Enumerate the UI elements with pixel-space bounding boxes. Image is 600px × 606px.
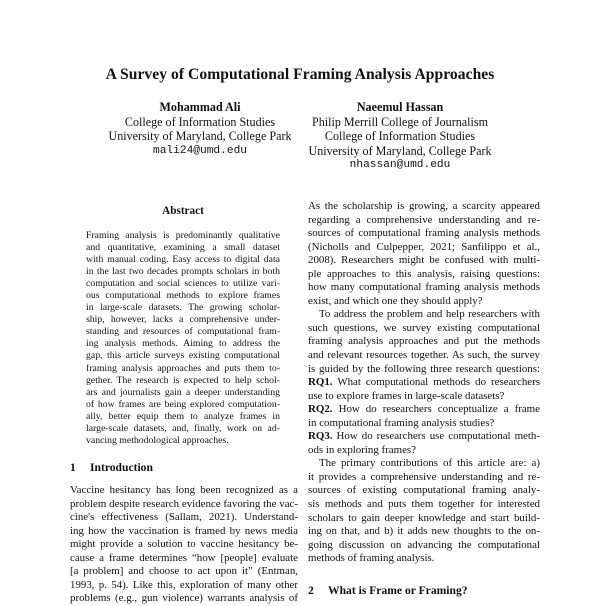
section-title: Introduction [90, 461, 153, 474]
abstract-line: with manual coding. Easy access to digital data [86, 254, 280, 266]
author-affiliation: College of Information Studies [324, 129, 476, 144]
body-line: ing on that, and b) it adds new thoughts to the on- [308, 525, 540, 538]
body-line: (Nicholls and Culpepper, 2021; Sanfilippo et al., [308, 240, 540, 253]
abstract-line: gether. The research is expected to help schol- [86, 374, 280, 386]
author-name: Mohammad Ali [159, 100, 241, 114]
body-line: going discussion on advancing the computational [308, 538, 540, 551]
paper-title: A Survey of Computational Framing Analysis Approaches [105, 66, 495, 83]
abstract-body [86, 230, 280, 447]
abstract-line: standing and resources of computational fram- [86, 326, 280, 338]
section-number: 2 [308, 584, 314, 597]
rq-label: RQ2. [308, 403, 333, 416]
author-affiliation: Philip Merrill College of Journalism [311, 114, 488, 129]
author-affiliation: University of Maryland, College Park [108, 129, 292, 144]
body-line: To address the problem and help researchers with [319, 308, 540, 321]
abstract-line: vancing methodological approaches. [86, 434, 229, 446]
author-affiliation: University of Maryland, College Park [308, 143, 492, 158]
rq-text: How do researchers conceptualize a frame [332, 403, 540, 416]
body-line: 2008). Researchers might be confused with multi- [308, 254, 540, 267]
research-question-1 [308, 376, 540, 390]
body-line: sources of computational framing analysis methods [308, 227, 540, 240]
body-line: framing analysis approaches and put the methods [308, 335, 540, 348]
body-line: cine's effectiveness (Sallam, 2021). Understand- [70, 511, 298, 524]
body-line: sis methods and puts them together for interested [308, 498, 540, 511]
body-line: use to explore frames in large-scale datasets? [308, 389, 505, 402]
author-block-2 [300, 100, 500, 173]
body-line: in computational framing analysis studies? [308, 416, 495, 429]
body-line: exist, and which one they should apply? [308, 294, 483, 307]
abstract-line: and quantitative, examining a small dataset [86, 242, 280, 254]
body-line: ple approaches to this analysis, raising questions: [308, 267, 540, 280]
body-line: cause a frame determines “how [people] evaluate [70, 551, 298, 564]
author-email: nhassan@umd.edu [349, 159, 451, 172]
body-line: [a problem] and choose to act upon it” (Entman, [70, 565, 298, 578]
abstract-line: gap, this article surveys existing computational [86, 350, 280, 362]
body-line: 1993, p. 54). Like this, exploration of many other [70, 578, 298, 591]
author-block-1 [100, 100, 300, 158]
rq-label: RQ1. [308, 376, 333, 389]
research-question-2 [308, 403, 540, 417]
abstract-line: ally, better equip them to analyze frames in [86, 410, 280, 422]
body-line: ods in exploring frames? [308, 443, 416, 456]
rq-text: What computational methods do researchers [332, 376, 540, 389]
body-line: As the scholarship is growing, a scarcity appeared [308, 200, 540, 212]
body-line: might provide a solution to vaccine hesitancy be- [70, 538, 298, 551]
right-column-body [308, 200, 540, 566]
author-email: mali24@umd.edu [153, 144, 247, 157]
abstract-line: Framing analysis is predominantly qualitative [86, 230, 280, 241]
body-line: methods of framing analysis. [308, 552, 435, 565]
rq-text: How do researchers use computational meth- [332, 430, 540, 443]
body-line: Vaccine hesitancy has long been recognized as a [70, 484, 298, 496]
body-line: is guided by the following three research questions: [308, 362, 540, 375]
section-heading-introduction [70, 461, 153, 474]
abstract-line: of how frames are being explored computation- [86, 398, 280, 410]
body-line: problems (e.g., gun violence) warrants analysis of [70, 592, 298, 605]
research-question-3 [308, 430, 540, 444]
abstract-line: large-scale datasets, and, finally, work on ad- [86, 422, 280, 434]
abstract-line: framing analysis approaches and puts them to- [86, 362, 280, 374]
abstract-line: ing analysis methods. Aiming to address the [86, 338, 280, 350]
abstract-line: computation and social sciences to utilize vari- [86, 278, 280, 290]
body-line: how many computational framing analysis methods [308, 281, 540, 294]
body-line: and relevant resources together. As such, the survey [308, 349, 540, 362]
body-line: such questions, we survey existing computational [308, 321, 540, 334]
abstract-line: ars and journalists gain a deeper understanding [86, 386, 280, 398]
abstract-line: in large-scale datasets. The growing scholar- [86, 302, 280, 314]
body-line: it provides a comprehensive understanding and re- [308, 470, 540, 483]
section-number: 1 [70, 461, 76, 474]
body-line: The primary contributions of this article are: a) [319, 457, 540, 470]
abstract-line: ship, however, lacks a comprehensive under- [86, 314, 280, 326]
abstract-line: in the last two decades prompts scholars in both [86, 266, 280, 278]
author-affiliation: College of Information Studies [124, 114, 276, 129]
author-name: Naeemul Hassan [356, 100, 444, 114]
body-line: sources of existing computational framing analy- [308, 484, 540, 497]
body-line: problem despite research evidence favoring the vac- [70, 497, 298, 510]
section-heading-what-is-frame [308, 584, 468, 597]
body-line: regarding a comprehensive understanding and re- [308, 213, 540, 226]
body-line: scholars to gain deeper knowledge and start build- [308, 511, 540, 524]
introduction-body [70, 484, 298, 606]
section-title: What is Frame or Framing? [328, 584, 468, 597]
body-line: ing how the vaccination is framed by news media [70, 524, 298, 537]
abstract-line: ous computational methods to explore frames [86, 290, 280, 302]
abstract-heading: Abstract [162, 205, 204, 217]
rq-label: RQ3. [308, 430, 333, 443]
